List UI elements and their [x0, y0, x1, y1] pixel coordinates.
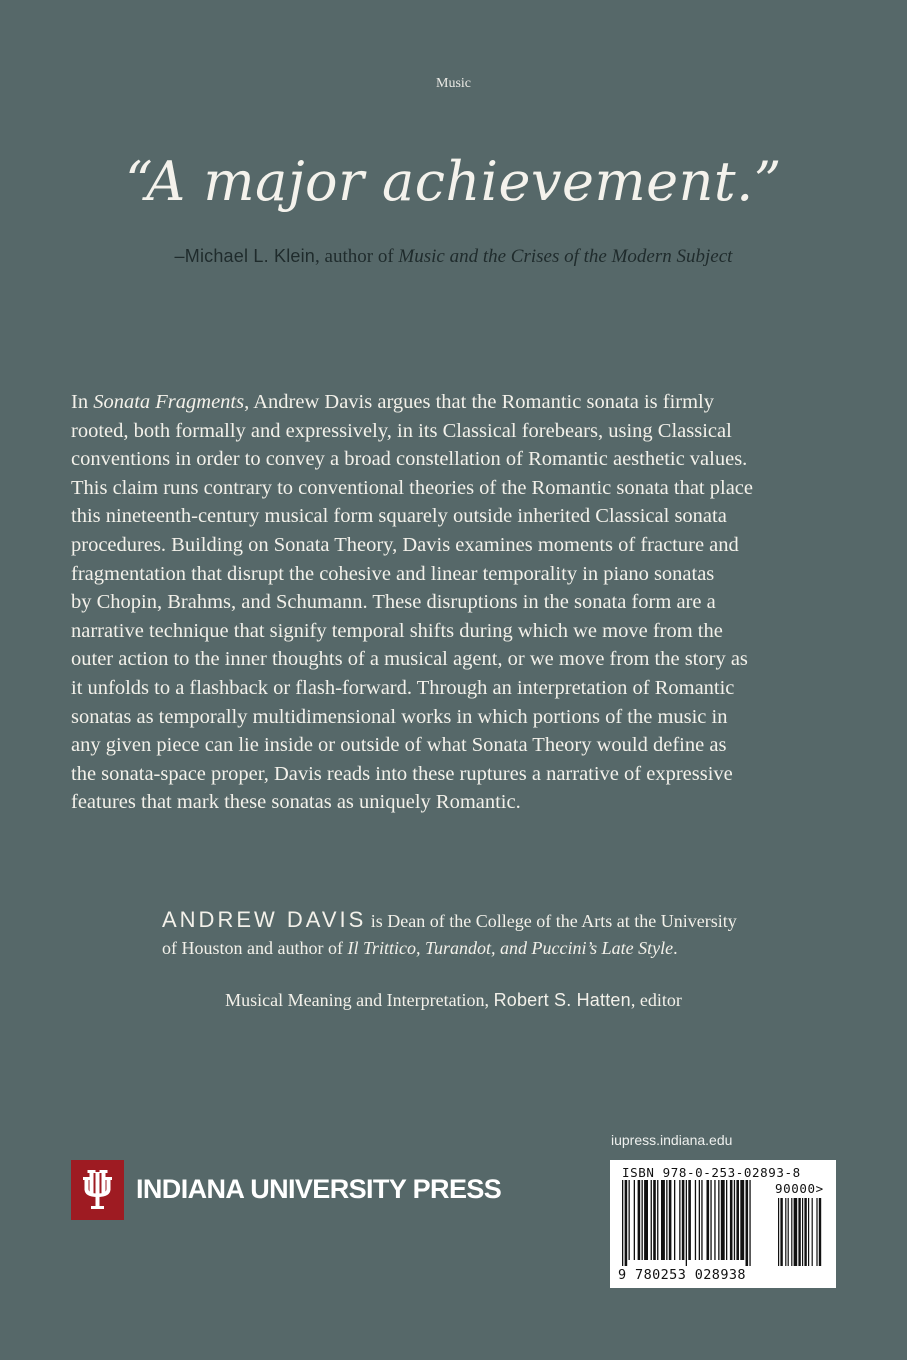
barcode-addon-bar — [802, 1198, 803, 1266]
description-line — [71, 388, 841, 417]
author-bio-text: . — [673, 938, 678, 958]
barcode-bar — [629, 1180, 630, 1260]
author-other-book: Il Trittico, Turandot, and Puccini’s Late Style — [347, 938, 674, 958]
series-info — [0, 990, 907, 1011]
barcode-bar — [726, 1180, 727, 1260]
series-title: Musical Meaning and Interpretation, — [225, 990, 494, 1010]
barcode-bar — [661, 1180, 665, 1260]
barcode-addon-bar — [819, 1198, 821, 1266]
description-line: This claim runs contrary to conventional theories of the Romantic sonata that place — [71, 476, 753, 499]
barcode-bar — [707, 1180, 710, 1260]
barcode-bar — [749, 1180, 750, 1266]
barcode-bar — [695, 1180, 696, 1260]
barcode-bar — [653, 1180, 656, 1260]
barcode-addon-bar — [798, 1198, 800, 1266]
barcode-bar — [701, 1180, 702, 1260]
endorser-name: –Michael L. Klein — [174, 246, 316, 266]
description-line: any given piece can lie inside or outside of what Sonata Theory would define as — [71, 734, 727, 757]
isbn-barcode — [610, 1160, 836, 1288]
barcode-bar — [644, 1180, 648, 1260]
barcode-bar — [718, 1180, 719, 1260]
barcode-bar — [686, 1180, 687, 1266]
barcode-addon-bar — [778, 1198, 779, 1266]
barcode-bar — [679, 1180, 680, 1260]
barcode-addon-bar — [785, 1198, 786, 1266]
endorsement-quote: “A major achievement.” — [125, 150, 782, 213]
description-line-start: In — [71, 391, 94, 413]
category-label: Music — [436, 76, 471, 91]
description-line: rooted, both formally and expressively, in its Classical forebears, using Classical — [71, 419, 732, 442]
book-description — [71, 388, 841, 817]
description-line: this nineteenth-century musical form squarely outside inherited Classical sonata — [71, 505, 727, 528]
description-line: by Chopin, Brahms, and Schumann. These disruptions in the sonata form are a — [71, 591, 716, 614]
description-line: sonatas as temporally multidimensional works in which portions of the music in — [71, 705, 728, 728]
barcode-bar — [746, 1180, 749, 1266]
barcode-bar — [669, 1180, 672, 1260]
barcode-bar — [657, 1180, 658, 1260]
barcode-addon-bar — [780, 1198, 782, 1266]
barcode-bar — [622, 1180, 623, 1266]
description-line: conventions in order to convey a broad constellation of Romantic aesthetic values. — [71, 448, 748, 471]
author-bio-line — [162, 906, 802, 935]
barcode-addon-bar — [794, 1198, 798, 1266]
barcode-addon-bar — [812, 1198, 813, 1266]
barcode-bar — [699, 1180, 700, 1260]
barcode-bar — [638, 1180, 641, 1260]
description-line: the sonata-space proper, Davis reads into these ruptures a narrative of expressive — [71, 762, 733, 785]
description-line: fragmentation that disrupt the cohesive and linear temporality in piano sonatas — [71, 562, 715, 585]
barcode-addon-bar — [791, 1198, 792, 1266]
author-name: ANDREW DAVIS — [162, 907, 367, 932]
endorser-book-title: Music and the Crises of the Modern Subject — [398, 246, 733, 267]
barcode-bar — [734, 1180, 735, 1260]
price-code: 90000> — [775, 1181, 824, 1196]
author-bio — [162, 906, 802, 962]
isbn-digits: 9 780253 028938 — [618, 1267, 746, 1283]
barcode-addon-bar — [808, 1198, 809, 1266]
author-bio-line — [162, 935, 802, 962]
barcode-bar — [710, 1180, 711, 1260]
barcode-bar — [682, 1180, 685, 1260]
barcode-bar — [688, 1180, 691, 1260]
description-line: narrative technique that signify temporal shifts during which we move from the — [71, 619, 723, 642]
barcode-bar — [714, 1180, 715, 1260]
barcode-bar — [651, 1180, 652, 1260]
barcode-bar — [625, 1180, 628, 1266]
description-line: it unfolds to a flashback or flash-forward. Through an interpretation of Romantic — [71, 676, 735, 699]
author-bio-text: of Houston and author of — [162, 938, 348, 958]
trident-logo-icon — [71, 1160, 124, 1220]
description-line: features that mark these sonatas as uniquely Romantic. — [71, 791, 521, 814]
barcode-bar — [730, 1180, 733, 1260]
barcode-bar — [642, 1180, 643, 1260]
barcode-addon-bar — [788, 1198, 789, 1266]
book-title: Sonata Fragments — [93, 391, 245, 413]
barcode-bar — [721, 1180, 725, 1260]
barcode-bar — [740, 1180, 744, 1260]
description-line-rest: , Andrew Davis argues that the Romantic sonata is firmly — [244, 391, 714, 413]
quote-attribution — [0, 246, 907, 268]
author-bio-text: is Dean of the College of the Arts at the University — [366, 911, 737, 931]
attribution-middle: , author of — [315, 246, 399, 267]
barcode-bar — [736, 1180, 739, 1260]
barcode-bar — [674, 1180, 675, 1260]
isbn-label: ISBN 978-0-253-02893-8 — [622, 1165, 801, 1180]
series-editor: Robert S. Hatten — [493, 990, 631, 1010]
publisher-name: INDIANA UNIVERSITY PRESS — [136, 1174, 502, 1204]
barcode-bar — [634, 1180, 635, 1260]
barcode-bar — [666, 1180, 667, 1260]
series-suffix: , editor — [630, 990, 682, 1010]
description-line: outer action to the inner thoughts of a musical agent, or we move from the story as — [71, 648, 748, 671]
barcode-addon-bar — [804, 1198, 806, 1266]
barcode-bars-icon — [618, 1180, 830, 1268]
publisher-url: iupress.indiana.edu — [611, 1132, 733, 1148]
barcode-addon-bar — [816, 1198, 817, 1266]
description-line: procedures. Building on Sonata Theory, Davis examines moments of fracture and — [71, 533, 739, 556]
